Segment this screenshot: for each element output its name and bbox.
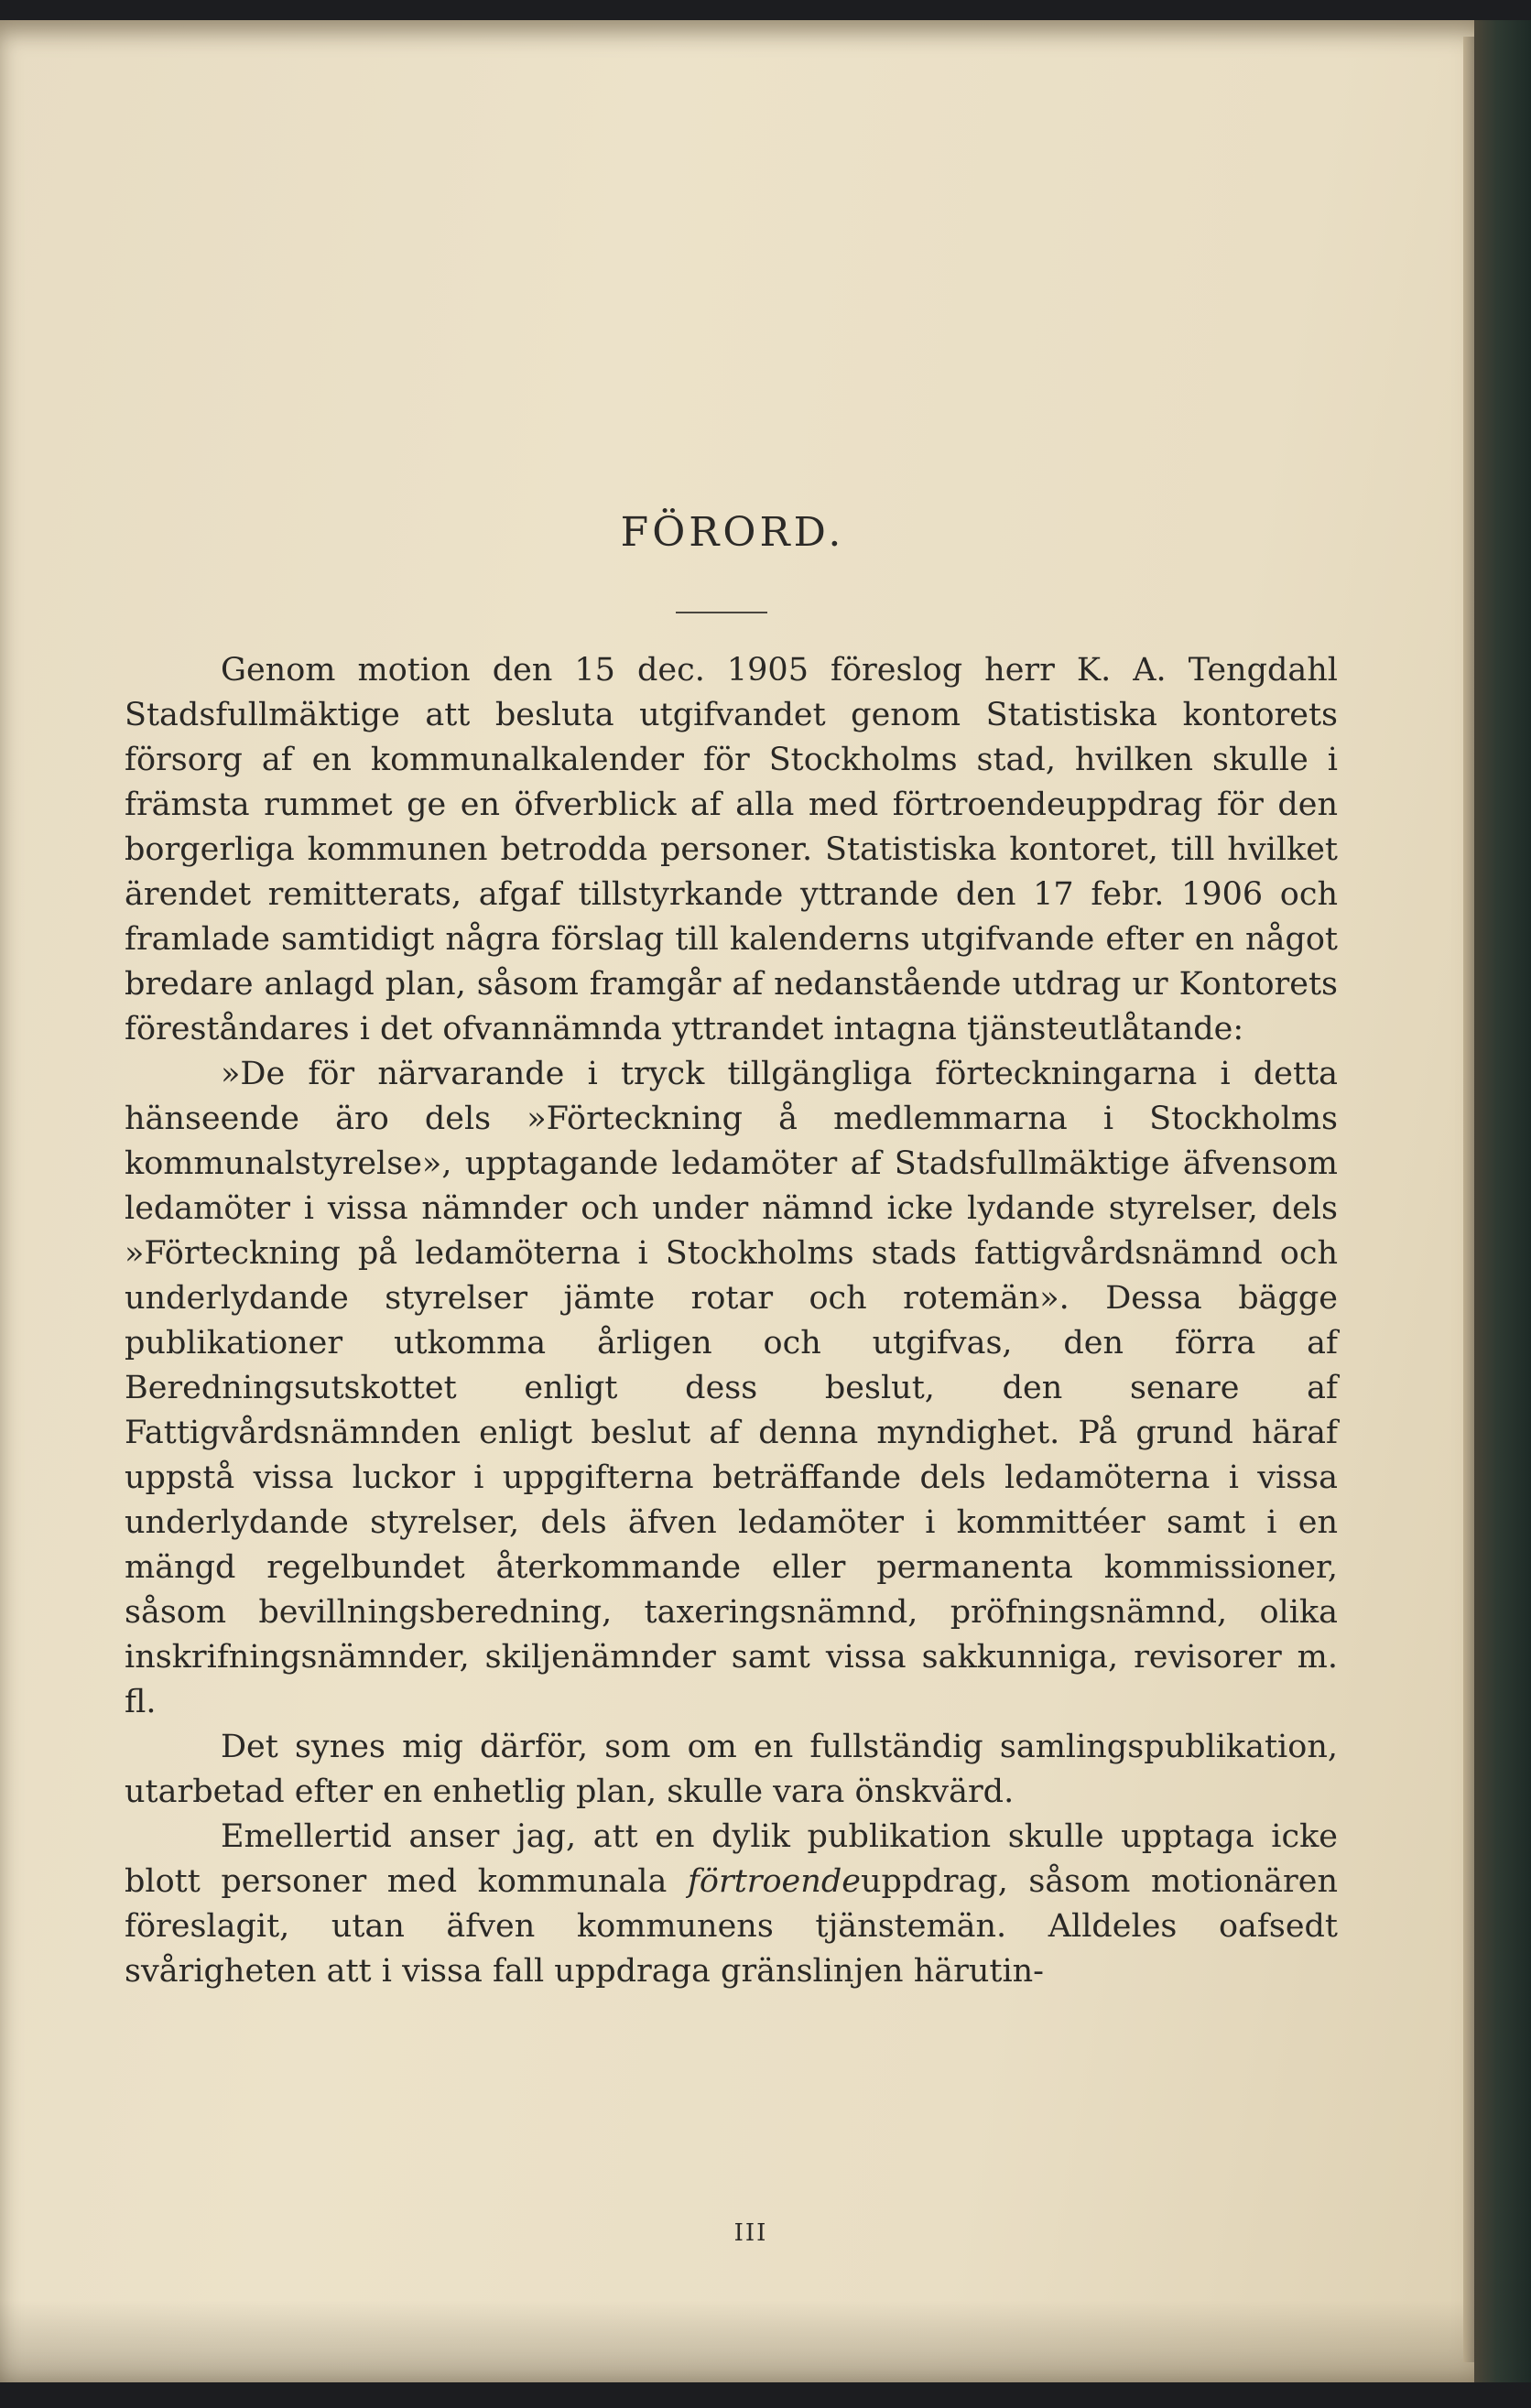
- heading-rule: [676, 612, 767, 613]
- page-shadow: [0, 2300, 1498, 2382]
- italic-word: förtroende: [687, 1863, 861, 1900]
- book-spine: [1474, 20, 1531, 2382]
- page-number: III: [733, 2219, 768, 2247]
- paragraph-3: Det synes mig därför, som om en fullständig samlingspublikation, utarbetad efter en enhetlig plan, skulle vara önskvärd.: [125, 1729, 1338, 1810]
- body-text: [125, 648, 1338, 1994]
- paragraph-4-start: Emellertid anser jag, att en dylik publikation skulle upptaga icke blott personer med kommunala: [125, 1818, 1338, 1900]
- page-heading: FÖRORD.: [620, 509, 845, 556]
- paragraph-4: [125, 1815, 1338, 1994]
- paragraph-4-end: uppdrag, såsom motionären föreslagit, utan äfven kommunens tjänstemän. Alldeles oafsedt svårigheten att i vissa fall uppdraga gränslinjen härutin-: [125, 1863, 1338, 1990]
- paragraph-2: »De för närvarande i tryck tillgängliga förteckningarna i detta hänseende äro dels »Förteckning å medlemmarna i Stockholms kommunalstyrelse», upptagande ledamöter af Stadsfullmäktige äfvensom ledamöter i vissa nämnder och under nämnd icke lydande styrelser, dels »Förteckning på ledamöterna i Stockholms stads fattigvårdsnämnd och underlydande styrelser jämte rotar och rotemän». Dessa bägge publikationer utkomma årligen och utgifvas, den förra af Beredningsutskottet enligt dess beslut, den senare af Fattigvårdsnämnden enligt beslut af denna myndighet. På grund häraf uppstå vissa luckor i uppgifterna beträffande dels ledamöterna i vissa underlydande styrelser, dels äfven ledamöter i kommittéer samt i en mängd regelbundet återkommande eller permanenta kommissioner, såsom bevillningsberedning, taxeringsnämnd, pröfningsnämnd, olika inskrifningsnämnder, skiljenämnder samt vissa sakkunniga, revisorer m. fl.: [125, 1056, 1338, 1720]
- paragraph-1: Genom motion den 15 dec. 1905 föreslog herr K. A. Tengdahl Stadsfullmäktige att besluta utgifvandet genom Statistiska kontorets försorg af en kommunalkalender för Stockholms stad, hvilken skulle i främsta rummet ge en öfverblick af alla med förtroendeuppdrag för den borgerliga kommunen betrodda personer. Statistiska kontoret, till hvilket ärendet remitterats, afgaf tillstyrkande yttrande den 17 febr. 1906 och framlade samtidigt några förslag till kalenderns utgifvande efter en något bredare anlagd plan, såsom framgår af nedanstående utdrag ur Kontorets föreståndares i det ofvannämnda yttrandet intagna tjänsteutlåtande:: [125, 652, 1338, 1047]
